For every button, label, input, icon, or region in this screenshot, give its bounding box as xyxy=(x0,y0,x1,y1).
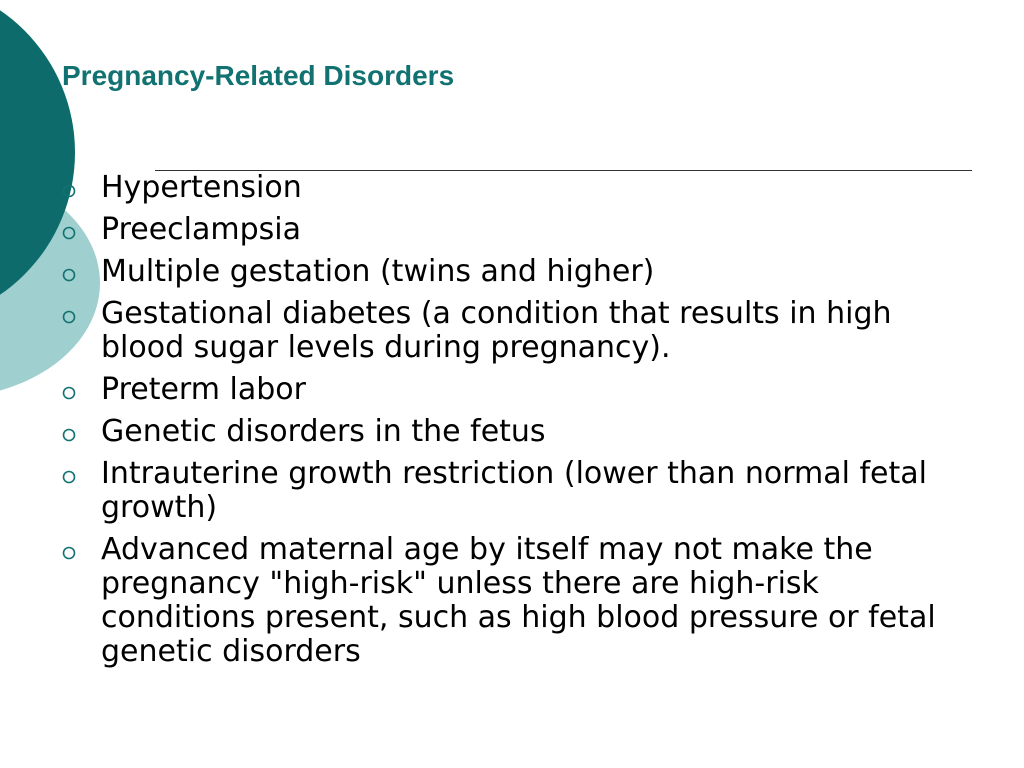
list-item xyxy=(62,415,962,449)
bullet-text: Preeclampsia xyxy=(101,212,301,247)
bullet-list xyxy=(62,171,962,677)
hollow-circle-bullet-icon xyxy=(62,373,101,407)
list-item xyxy=(62,297,962,365)
bullet-text: Preterm labor xyxy=(101,372,306,407)
list-item xyxy=(62,255,962,289)
hollow-circle-bullet-icon xyxy=(62,533,101,567)
list-item xyxy=(62,457,962,525)
bullet-text: Hypertension xyxy=(101,170,302,205)
bullet-text: Intrauterine growth restriction (lower than normal fetal growth) xyxy=(101,456,927,525)
hollow-circle-bullet-icon xyxy=(62,255,101,289)
bullet-text: Advanced maternal age by itself may not make the pregnancy "high-risk" unless there are high-risk conditions present, such as high blood pressure or fetal genetic disorders xyxy=(101,532,936,669)
hollow-circle-bullet-icon xyxy=(62,415,101,449)
bullet-text: Genetic disorders in the fetus xyxy=(101,414,546,449)
list-item xyxy=(62,213,962,247)
hollow-circle-bullet-icon xyxy=(62,297,101,331)
list-item xyxy=(62,171,962,205)
list-item xyxy=(62,533,962,669)
hollow-circle-bullet-icon xyxy=(62,457,101,491)
slide-title: Pregnancy-Related Disorders xyxy=(62,60,455,91)
hollow-circle-bullet-icon xyxy=(62,171,101,205)
bullet-text: Gestational diabetes (a condition that results in high blood sugar levels during pregnancy). xyxy=(101,296,892,365)
bullet-text: Multiple gestation (twins and higher) xyxy=(101,254,655,289)
list-item xyxy=(62,373,962,407)
hollow-circle-bullet-icon xyxy=(62,213,101,247)
